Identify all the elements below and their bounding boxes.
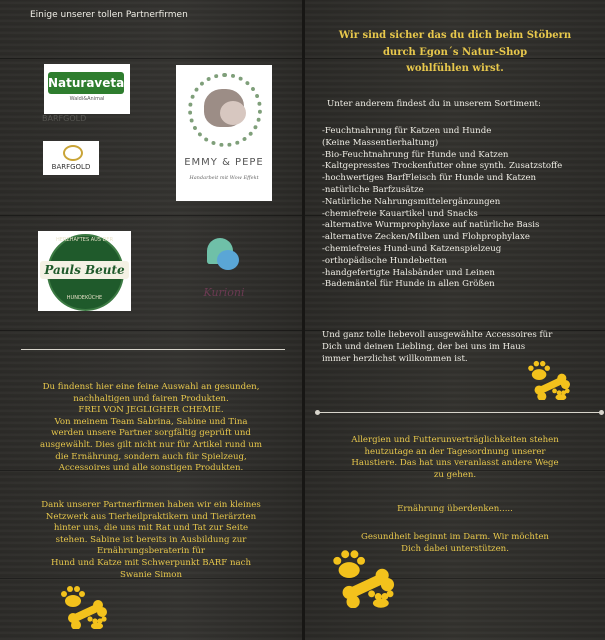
dog-bone-paw-icon bbox=[527, 360, 573, 400]
list-item: -Bademäntel für Hunde in allen Größen bbox=[322, 279, 495, 290]
text-line: ausgewählt. Dies gilt nicht nur für Artikel rund um bbox=[39, 439, 263, 450]
left-panel bbox=[0, 0, 302, 640]
barfgold-logo-text: BARFGOLD bbox=[51, 163, 91, 171]
kurioni-name: Kurioni bbox=[203, 286, 245, 299]
barfgold-ghost-text: BARFGOLD bbox=[42, 114, 87, 123]
text-line: Gesundheit beginnt im Darm. Wir möchten bbox=[361, 532, 549, 542]
text-line: stehen. Sabine ist bereits in Ausbildung zur bbox=[55, 534, 247, 545]
text-line: Allergien und Futterunverträglichkeiten stehen bbox=[351, 435, 559, 445]
divider bbox=[21, 349, 285, 350]
text-line: hinter uns, die uns mit Rat und Tat zur Seite bbox=[53, 523, 249, 534]
pauls-beute-top-text: HERZHAFTES AUS DER bbox=[55, 237, 114, 243]
pauls-beute-bottom-text: HUNDEKÜCHE bbox=[66, 295, 103, 301]
pauls-beute-logo bbox=[38, 231, 131, 311]
network-paragraph bbox=[0, 500, 302, 581]
text-line: werden unsere Partner sorgfältig geprüft und bbox=[51, 428, 251, 439]
text-line: Netzwerk aus Tierheilpraktikern und Tierärzten bbox=[45, 511, 257, 522]
nutrition-line: Ernährung überdenken..... bbox=[397, 504, 513, 514]
page-title bbox=[305, 28, 605, 78]
title-line: Wir sind sicher das du dich beim Stöbern bbox=[338, 30, 572, 41]
naturavetal-logo bbox=[44, 64, 130, 114]
list-item: -Natürliche Nahrungsmittelergänzungen bbox=[322, 196, 501, 207]
list-item: -natürliche Barfzusätze bbox=[322, 184, 424, 195]
list-item: -Bio-Feuchtnahrung für Hunde und Katzen bbox=[322, 149, 509, 160]
list-item: -Feuchtnahrung für Katzen und Hunde bbox=[322, 126, 492, 136]
list-item: -Kaltgepresstes Trockenfutter ohne synth. Zusatzstoffe bbox=[322, 161, 563, 172]
pauls-beute-name: Pauls Beute bbox=[40, 261, 129, 279]
emmy-pepe-name: EMMY & PEPE bbox=[184, 157, 264, 168]
text-line: Von meinem Team Sabrina, Sabine und Tina bbox=[54, 416, 248, 427]
assortment-intro: Unter anderem findest du in unserem Sortiment: bbox=[327, 99, 541, 109]
title-line: durch Egon´s Natur-Shop bbox=[382, 46, 528, 58]
text-line: Dich und deinen Liebling, der bei uns im Haus bbox=[322, 342, 526, 352]
list-item: (Keine Massentierhaltung) bbox=[322, 137, 439, 148]
dog-bone-paw-icon bbox=[60, 585, 110, 629]
kurioni-logo bbox=[185, 236, 263, 306]
text-line: immer herzlichst willkommen ist. bbox=[322, 354, 468, 364]
emmy-pepe-tagline: Handarbeit mit Wow Effekt bbox=[189, 175, 259, 181]
text-line: Und ganz tolle liebevoll ausgewählte Accessoires für bbox=[322, 330, 553, 340]
list-item: -chemiefreies Hund-und Katzenspielzeug bbox=[322, 243, 502, 254]
allergy-paragraph bbox=[305, 435, 605, 481]
closing-paragraph bbox=[322, 329, 552, 365]
text-line: zu gehen. bbox=[433, 469, 477, 480]
dog-photo bbox=[220, 101, 246, 125]
kurioni-drop-icon bbox=[217, 250, 239, 270]
intro-paragraph bbox=[0, 382, 302, 475]
divider bbox=[317, 412, 602, 413]
naturavetal-logo-sub: Waldi&Animal bbox=[69, 96, 105, 102]
barfgold-ring-icon bbox=[63, 145, 83, 161]
assortment-list bbox=[322, 126, 562, 291]
text-line: FREI VON JEGLIGHER CHEMIE. bbox=[78, 405, 224, 416]
title-line: wohlfühlen wirst. bbox=[406, 63, 504, 74]
list-item: -handgefertigte Halsbänder und Leinen bbox=[322, 267, 495, 278]
text-line: Haustiere. Das hat uns veranlasst andere Wege bbox=[351, 458, 559, 469]
barfgold-logo bbox=[43, 141, 99, 175]
list-item: -chemiefreie Kauartikel und Snacks bbox=[322, 208, 478, 219]
list-item: -alternative Wurmprophylaxe auf natürliche Basis bbox=[322, 220, 540, 231]
list-item: -alternative Zecken/Milben und Flohprophylaxe bbox=[322, 232, 530, 243]
list-item: -hochwertiges BarfFleisch für Hunde und Katzen bbox=[322, 173, 537, 184]
dog-bone-paw-icon bbox=[332, 548, 398, 608]
text-line: nachhaltigen und fairen Produkten. bbox=[73, 393, 229, 404]
right-panel bbox=[305, 0, 605, 640]
text-line: Swanie Simon bbox=[120, 569, 182, 580]
text-line: Hund und Katze mit Schwerpunkt BARF nach bbox=[51, 557, 251, 568]
text-line: Accessoires und alle sonstigen Produkten. bbox=[58, 463, 244, 474]
text-line: heutzutage an der Tagesordnung unserer bbox=[364, 446, 546, 457]
list-item: -orthopädische Hundebetten bbox=[322, 255, 448, 266]
text-line: Du findenst hier eine feine Auswahl an gesunden, bbox=[42, 382, 260, 392]
partners-heading: Einige unserer tollen Partnerfirmen bbox=[30, 10, 188, 20]
emmy-pepe-logo bbox=[176, 65, 272, 201]
text-line: Dich dabei unterstützen. bbox=[401, 543, 509, 554]
text-line: die Ernährung, sondern auch für Spielzeug, bbox=[55, 451, 247, 462]
text-line: Dank unserer Partnerfirmen haben wir ein kleines bbox=[41, 500, 261, 510]
naturavetal-logo-name: Naturavetal bbox=[48, 72, 124, 94]
text-line: Ernährungsberaterin für bbox=[97, 546, 205, 557]
